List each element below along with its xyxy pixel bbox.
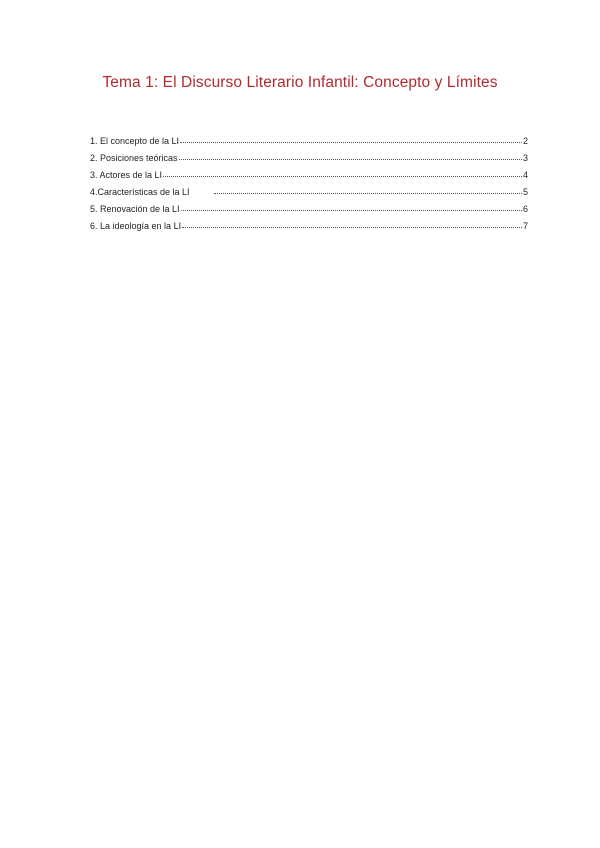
toc-dot-leader bbox=[179, 152, 522, 160]
toc-entry[interactable] bbox=[90, 187, 528, 204]
toc-dot-leader bbox=[214, 186, 522, 194]
toc-dot-leader bbox=[181, 203, 522, 211]
toc-entry[interactable] bbox=[90, 204, 528, 221]
toc-entry-label: 5. Renovación de la LI bbox=[90, 204, 180, 214]
table-of-contents bbox=[90, 136, 528, 238]
toc-entry[interactable] bbox=[90, 153, 528, 170]
toc-entry-label: 1. El concepto de la LI bbox=[90, 136, 180, 146]
toc-entry-label: 2. Posiciones teóricas bbox=[90, 153, 178, 163]
toc-entry-page: 2 bbox=[522, 136, 528, 146]
toc-dot-leader bbox=[163, 169, 522, 177]
toc-dot-leader bbox=[180, 135, 522, 143]
toc-entry-page: 6 bbox=[522, 204, 528, 214]
toc-entry[interactable] bbox=[90, 136, 528, 153]
toc-dot-leader bbox=[182, 220, 522, 228]
toc-entry-page: 3 bbox=[522, 153, 528, 163]
toc-entry-page: 4 bbox=[522, 170, 528, 180]
toc-entry-page: 5 bbox=[522, 187, 528, 197]
toc-entry[interactable] bbox=[90, 221, 528, 238]
toc-entry-label: 4.Características de la LI bbox=[90, 187, 190, 197]
toc-entry-label: 3. Actores de la LI bbox=[90, 170, 163, 180]
toc-entry-label: 6. La ideología en la LI bbox=[90, 221, 182, 231]
toc-entry[interactable] bbox=[90, 170, 528, 187]
document-title: Tema 1: El Discurso Literario Infantil: Concepto y Límites bbox=[102, 74, 498, 91]
toc-entry-page: 7 bbox=[522, 221, 528, 231]
